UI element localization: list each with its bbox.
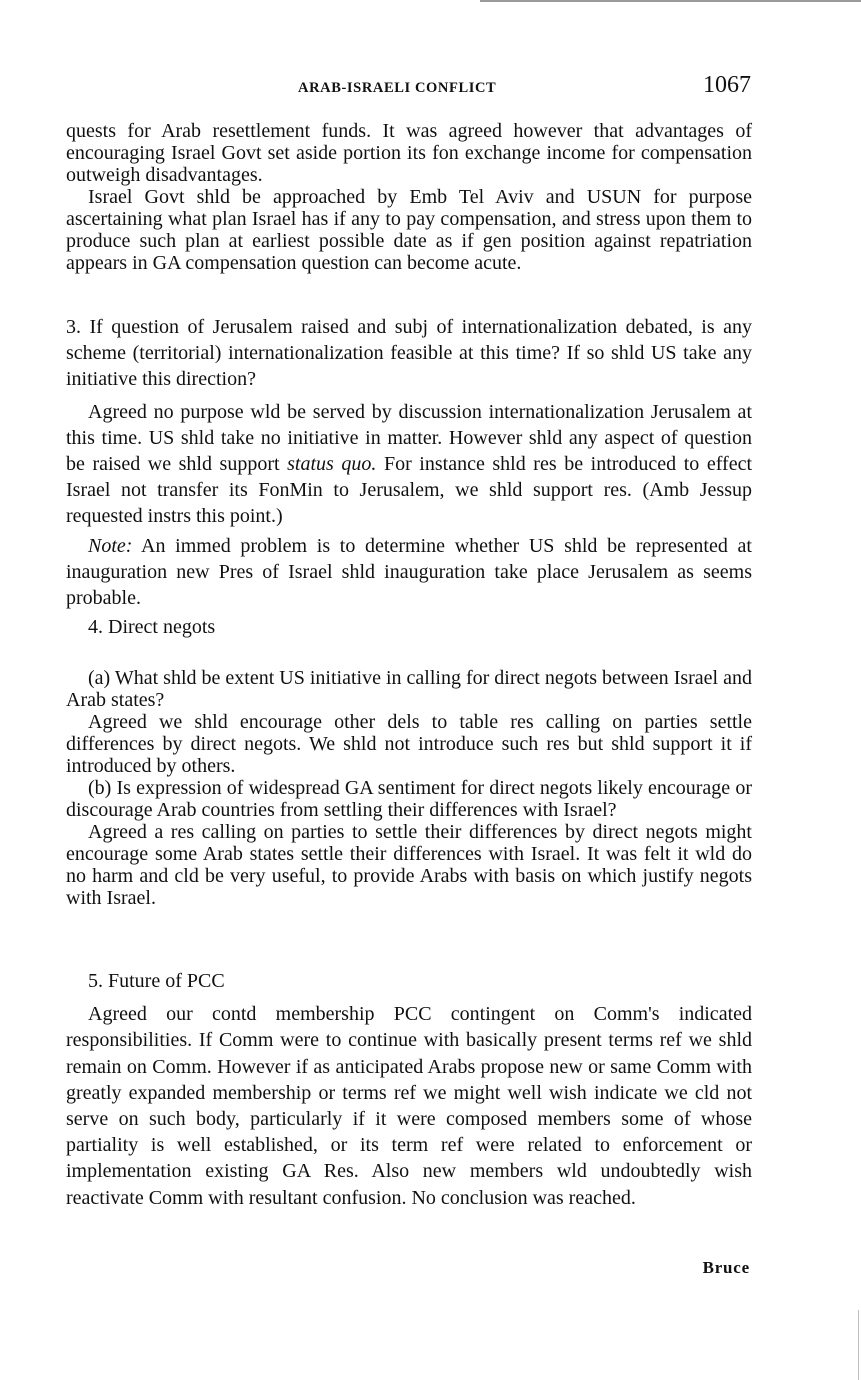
jerusalem-agreed-text-cont: For instance shld res be introduced to effect Israel not transfer its FonMin to Jerusalem, we shld support res. (Amb Jessup requested instrs this point.) bbox=[66, 453, 753, 528]
paragraph-note bbox=[66, 533, 752, 612]
heading-direct-negots: 4. Direct negots bbox=[88, 616, 216, 639]
note-label: Note: bbox=[88, 534, 133, 557]
page-number: 1067 bbox=[703, 72, 751, 98]
paragraph-israel-compensation-plan: Israel Govt shld be approached by Emb Tel Aviv and USUN for purpose ascertaining what plan Israel has if any to pay compensation, and stress upon them to produce such plan at earliest possible date as if gen position against repatriation appears in GA compensation question can become acute. bbox=[66, 186, 752, 274]
right-edge-rule bbox=[858, 1310, 859, 1380]
paragraph-a-agreed: Agreed we shld encourage other dels to table res calling on parties settle differences by direct negots. We shld not introduce such res but shld support it if introduced by others. bbox=[66, 711, 752, 777]
heading-future-pcc: 5. Future of PCC bbox=[88, 970, 225, 992]
question-a: (a) What shld be extent US initiative in calling for direct negots between Israel and Arab states? bbox=[66, 667, 752, 711]
running-head: ARAB-ISRAELI CONFLICT bbox=[298, 80, 497, 96]
jerusalem-section bbox=[66, 314, 752, 640]
pcc-section bbox=[66, 968, 752, 1211]
paragraph-pcc-agreed: Agreed our contd membership PCC contingent on Comm's indicated responsibilities. If Comm were to continue with basically present terms ref we shld remain on Comm. However if as anticipated Arabs propose new or same Comm with greatly expanded membership or terms ref we might well wish indicate we cld not serve on such body, particularly if it were composed members some of whose partiality is well established, or its term ref were related to enforcement or implementation existing GA Res. Also new members wld undoubtedly wish reactivate Comm with resultant confusion. No conclusion was reached. bbox=[66, 1003, 752, 1209]
direct-negots-section bbox=[66, 667, 752, 909]
signature: Bruce bbox=[702, 1258, 750, 1277]
paragraph-jerusalem-agreed bbox=[66, 399, 752, 530]
paragraph-resettlement-funds: quests for Arab resettlement funds. It was agreed however that advantages of encouraging Israel Govt set aside portion its fon exchange income for compensation outweigh disadvantages. bbox=[66, 120, 752, 186]
note-text: An immed problem is to determine whether US shld be represented at inauguration new Pres of Israel shld inauguration take place Jerusalem as seems probable. bbox=[66, 534, 752, 610]
jerusalem-agreed-text: Agreed no purpose wld be served by discussion internationalization Jerusalem at this time. US shld take no initiative in matter. However shld any aspect of question be raised we shld support bbox=[66, 400, 752, 476]
question-b: (b) Is expression of widespread GA sentiment for direct negots likely encourage or discourage Arab countries from settling their differences with Israel? bbox=[66, 777, 752, 821]
top-edge-rule bbox=[480, 0, 861, 2]
compensation-section bbox=[66, 120, 752, 274]
status-quo-italic: status quo. bbox=[287, 453, 377, 476]
paragraph-b-agreed: Agreed a res calling on parties to settle their differences by direct negots might encourage some Arab states settle their differences with Israel. It was felt it wld do no harm and cld be very useful, to provide Arabs with basis on which justify negots with Israel. bbox=[66, 821, 752, 909]
question-jerusalem: 3. If question of Jerusalem raised and subj of internationalization debated, is any scheme (territorial) internationalization feasible at this time? If so shld US take any initiative this direction? bbox=[66, 316, 752, 391]
